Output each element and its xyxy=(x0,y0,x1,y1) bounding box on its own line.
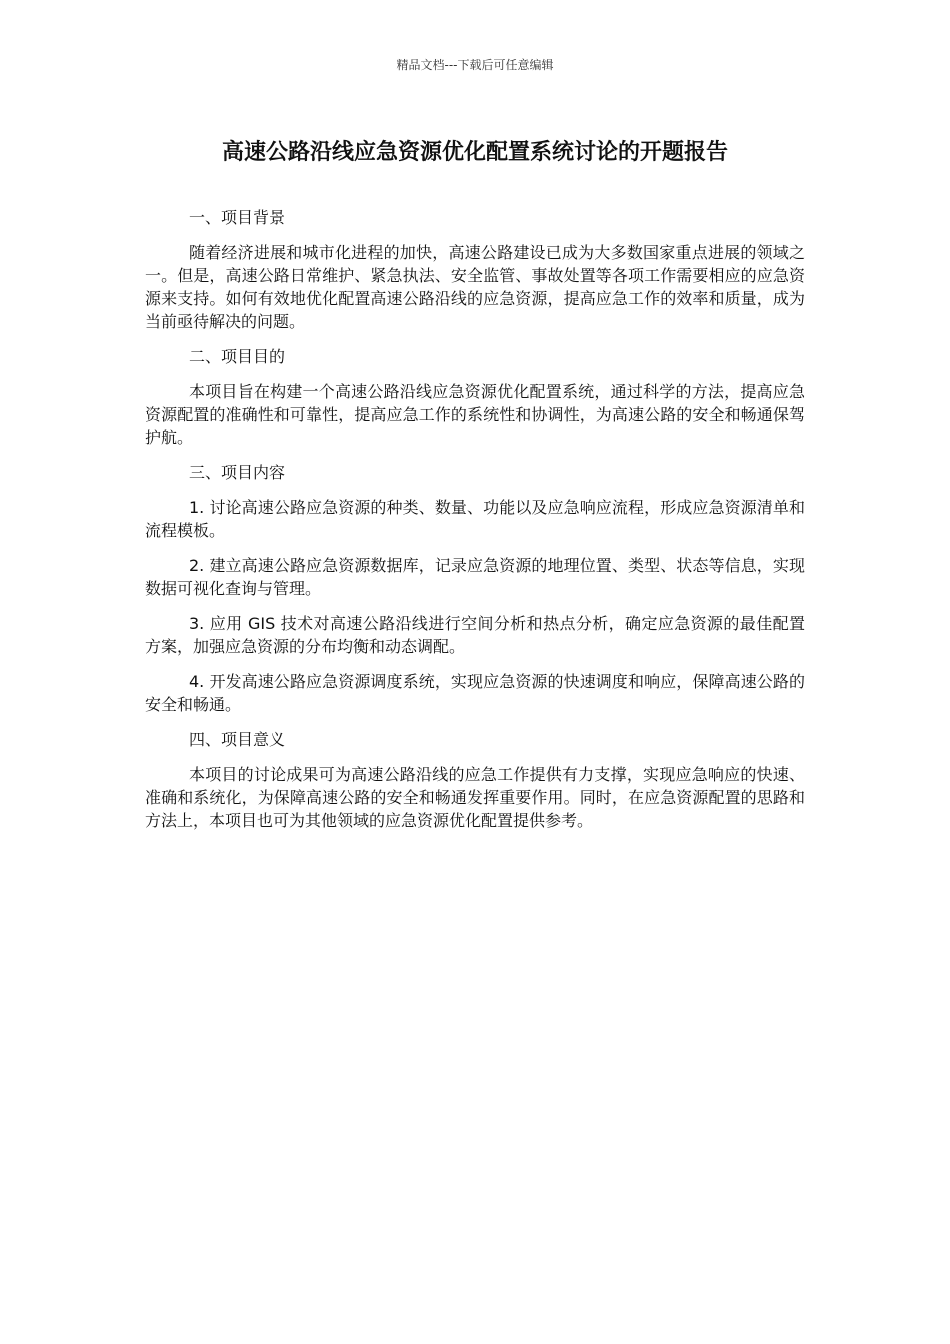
paragraph-background: 随着经济进展和城市化进程的加快，高速公路建设已成为大多数国家重点进展的领域之一。但是，高速公路日常维护、紧急执法、安全监管、事故处置等各项工作需要相应的应急资源来支持。如何有效地优化配置高速公路沿线的应急资源，提高应急工作的效率和质量，成为当前亟待解决的问题。 xyxy=(145,243,805,331)
section-heading-background: 一、项目背景 xyxy=(189,208,286,227)
section-heading-content: 三、项目内容 xyxy=(189,463,286,482)
section-heading-significance: 四、项目意义 xyxy=(189,730,286,749)
paragraph-significance: 本项目的讨论成果可为高速公路沿线的应急工作提供有力支撑，实现应急响应的快速、准确和系统化，为保障高速公路的安全和畅通发挥重要作用。同时，在应急资源配置的思路和方法上，本项目也可为其他领域的应急资源优化配置提供参考。 xyxy=(145,765,805,830)
content-item-2: 2. 建立高速公路应急资源数据库，记录应急资源的地理位置、类型、状态等信息，实现数据可视化查询与管理。 xyxy=(145,556,805,598)
header-note: 精品文档---下载后可任意编辑 xyxy=(396,58,554,72)
document-title: 高速公路沿线应急资源优化配置系统讨论的开题报告 xyxy=(221,140,728,165)
content-item-4: 4. 开发高速公路应急资源调度系统，实现应急资源的快速调度和响应，保障高速公路的安全和畅通。 xyxy=(145,672,805,714)
content-item-3: 3. 应用 GIS 技术对高速公路沿线进行空间分析和热点分析，确定应急资源的最佳配置方案，加强应急资源的分布均衡和动态调配。 xyxy=(145,614,805,656)
paragraph-purpose: 本项目旨在构建一个高速公路沿线应急资源优化配置系统，通过科学的方法，提高应急资源配置的准确性和可靠性，提高应急工作的系统性和协调性，为高速公路的安全和畅通保驾护航。 xyxy=(145,382,805,447)
section-heading-purpose: 二、项目目的 xyxy=(189,347,286,366)
content-item-1: 1. 讨论高速公路应急资源的种类、数量、功能以及应急响应流程，形成应急资源清单和流程模板。 xyxy=(145,498,805,540)
document-body xyxy=(145,206,805,844)
